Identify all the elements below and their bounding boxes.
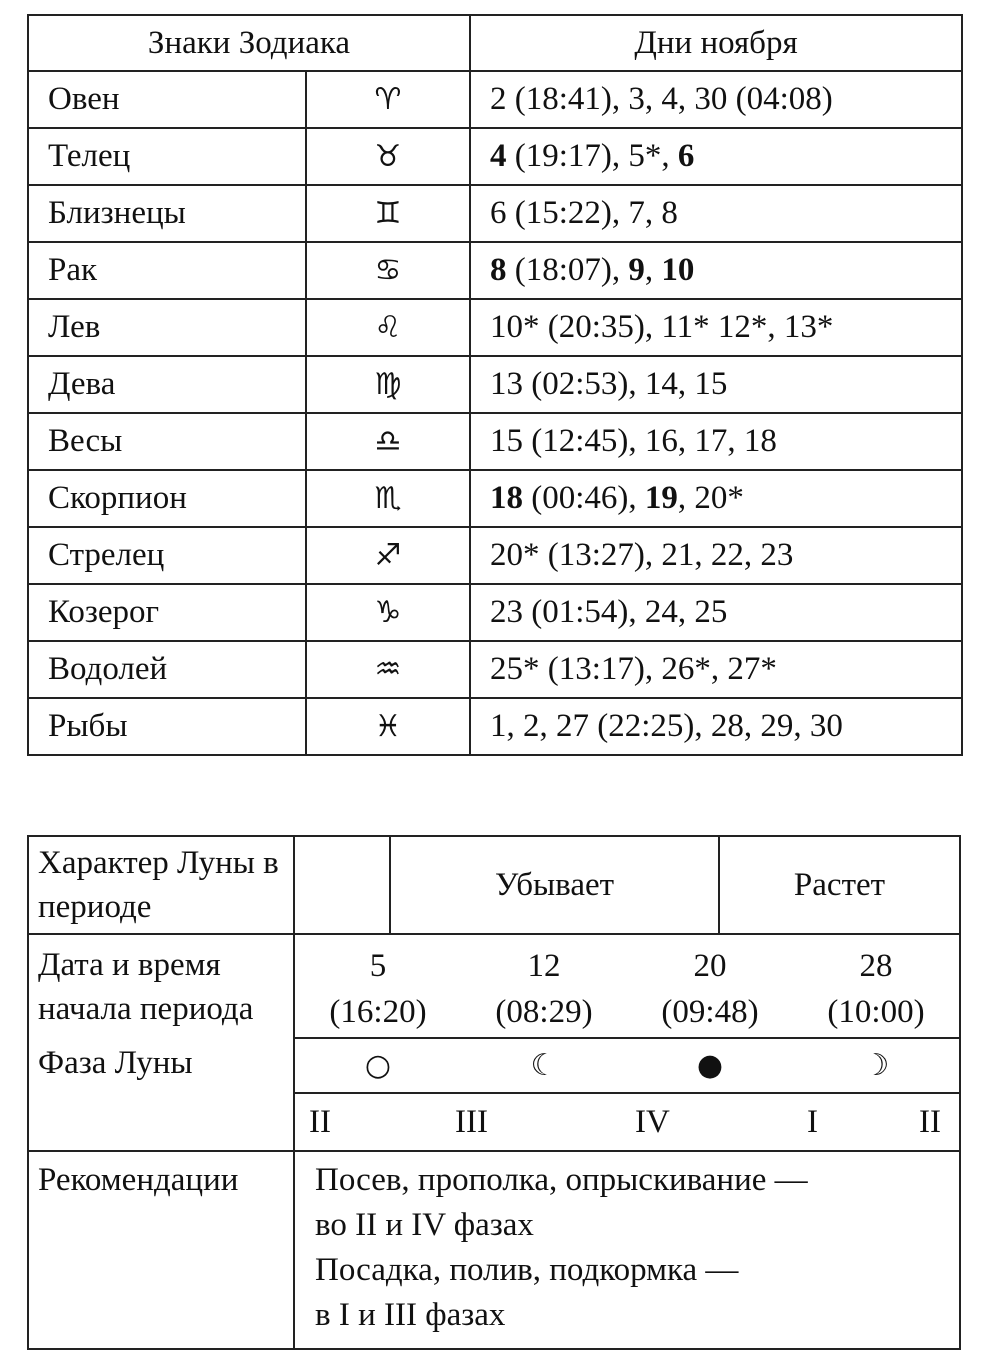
sign-days	[470, 242, 962, 299]
sign-name: Овен	[28, 71, 306, 128]
period-quarters	[295, 1094, 959, 1150]
virgo-icon: ♍︎	[306, 356, 470, 413]
zodiac-row	[28, 584, 962, 641]
period-day: 12	[527, 948, 561, 984]
zodiac-table	[27, 14, 963, 756]
zodiac-row	[28, 242, 962, 299]
sign-name: Рак	[28, 242, 306, 299]
day-bold: 4	[490, 138, 507, 174]
taurus-icon: ♉︎	[306, 128, 470, 185]
sign-days	[470, 185, 962, 242]
day-text: ,	[644, 252, 662, 288]
gemini-icon: ♊︎	[306, 185, 470, 242]
sign-days	[470, 299, 962, 356]
sign-name: Скорпион	[28, 470, 306, 527]
day-text: 25* (13:17), 26*, 27*	[490, 651, 777, 687]
full-moon-icon: ○	[364, 1048, 392, 1083]
phase-label: Фаза Луны	[38, 1045, 193, 1081]
day-bold: 8	[490, 252, 507, 288]
zodiac-row	[28, 356, 962, 413]
waning-crescent-icon: ☾	[530, 1048, 558, 1083]
sign-name: Лев	[28, 299, 306, 356]
sign-name: Телец	[28, 128, 306, 185]
day-text: 23 (01:54), 24, 25	[490, 594, 728, 630]
header-signs: Знаки Зодиака	[28, 15, 470, 71]
day-text: (19:17), 5*,	[506, 138, 678, 174]
sign-days	[470, 470, 962, 527]
quarter-label: II	[309, 1104, 331, 1140]
zodiac-row	[28, 641, 962, 698]
moon-table	[27, 835, 961, 1350]
period-day: 5	[369, 948, 387, 984]
period-date	[627, 935, 793, 1037]
cancer-icon: ♋︎	[306, 242, 470, 299]
day-bold: 10	[661, 252, 695, 288]
moon-period-grid	[294, 934, 960, 1151]
sign-name: Близнецы	[28, 185, 306, 242]
waxing-crescent-icon: ☽	[862, 1048, 890, 1083]
sign-days	[470, 641, 962, 698]
day-text: (00:46),	[523, 480, 645, 516]
period-time: (09:48)	[661, 994, 759, 1030]
zodiac-row	[28, 527, 962, 584]
recommend-text	[294, 1151, 960, 1349]
moon-recommend-row	[28, 1151, 960, 1349]
sign-days	[470, 698, 962, 755]
moon-character-row	[28, 836, 960, 934]
zodiac-row	[28, 71, 962, 128]
quarter-label: I	[807, 1104, 818, 1140]
day-text: (18:07),	[506, 252, 629, 288]
aquarius-icon: ♒︎	[306, 641, 470, 698]
moon-period-row	[28, 934, 960, 1151]
day-text: 2 (18:41), 3, 4, 30 (04:08)	[490, 81, 833, 117]
zodiac-row	[28, 413, 962, 470]
period-day: 28	[859, 948, 893, 984]
day-text: , 20*	[677, 480, 744, 516]
period-time: (08:29)	[495, 994, 593, 1030]
capricorn-icon: ♑︎	[306, 584, 470, 641]
sign-days	[470, 527, 962, 584]
new-moon-icon: ●	[696, 1048, 724, 1083]
moon-waning: Убывает	[390, 836, 719, 934]
period-phases	[295, 1039, 959, 1094]
moon-character-blank	[294, 836, 390, 934]
day-text: 15 (12:45), 16, 17, 18	[490, 423, 777, 459]
day-bold: 19	[644, 480, 678, 516]
libra-icon: ♎︎	[306, 413, 470, 470]
quarter-label: III	[455, 1104, 488, 1140]
quarter-label: IV	[635, 1104, 670, 1140]
pisces-icon: ♓︎	[306, 698, 470, 755]
period-day: 20	[693, 948, 727, 984]
recommend-line: во II и IV фазах	[315, 1207, 534, 1243]
period-date	[295, 935, 461, 1037]
period-dates	[295, 935, 959, 1039]
zodiac-row	[28, 698, 962, 755]
header-days: Дни ноября	[470, 15, 962, 71]
recommend-line: в I и III фазах	[315, 1297, 506, 1333]
day-bold: 6	[677, 138, 695, 174]
zodiac-row	[28, 470, 962, 527]
day-bold: 18	[490, 480, 523, 516]
sign-name: Весы	[28, 413, 306, 470]
sign-days	[470, 584, 962, 641]
sign-days	[470, 413, 962, 470]
period-date	[461, 935, 627, 1037]
sagittarius-icon: ♐︎	[306, 527, 470, 584]
sign-days	[470, 356, 962, 413]
sign-days	[470, 128, 962, 185]
moon-character-label: Характер Луны в периоде	[28, 836, 294, 934]
sign-name: Дева	[28, 356, 306, 413]
recommend-label: Рекомендации	[28, 1151, 294, 1349]
moon-waxing: Растет	[719, 836, 960, 934]
leo-icon: ♌︎	[306, 299, 470, 356]
quarter-label: II	[919, 1104, 941, 1140]
day-text: 1, 2, 27 (22:25), 28, 29, 30	[490, 708, 843, 744]
day-text: 13 (02:53), 14, 15	[490, 366, 728, 402]
sign-name: Водолей	[28, 641, 306, 698]
zodiac-row	[28, 185, 962, 242]
zodiac-header-row	[28, 15, 962, 71]
zodiac-row	[28, 128, 962, 185]
moon-period-labels	[28, 934, 294, 1151]
scorpio-icon: ♏︎	[306, 470, 470, 527]
aries-icon: ♈︎	[306, 71, 470, 128]
sign-name: Козерог	[28, 584, 306, 641]
day-text: 6 (15:22), 7, 8	[490, 195, 678, 231]
day-bold: 9	[628, 252, 645, 288]
sign-name: Стрелец	[28, 527, 306, 584]
sign-name: Рыбы	[28, 698, 306, 755]
zodiac-row	[28, 299, 962, 356]
period-time: (10:00)	[827, 994, 925, 1030]
recommend-line: Посев, прополка, опрыскивание —	[315, 1162, 808, 1198]
sign-days	[470, 71, 962, 128]
recommend-line: Посадка, полив, подкормка —	[315, 1252, 739, 1288]
period-time: (16:20)	[329, 994, 427, 1030]
period-date	[793, 935, 959, 1037]
date-label-2: начала периода	[38, 991, 254, 1027]
day-text: 20* (13:27), 21, 22, 23	[490, 537, 794, 573]
day-text: 10* (20:35), 11* 12*, 13*	[490, 309, 834, 345]
date-label-1: Дата и время	[38, 947, 221, 983]
